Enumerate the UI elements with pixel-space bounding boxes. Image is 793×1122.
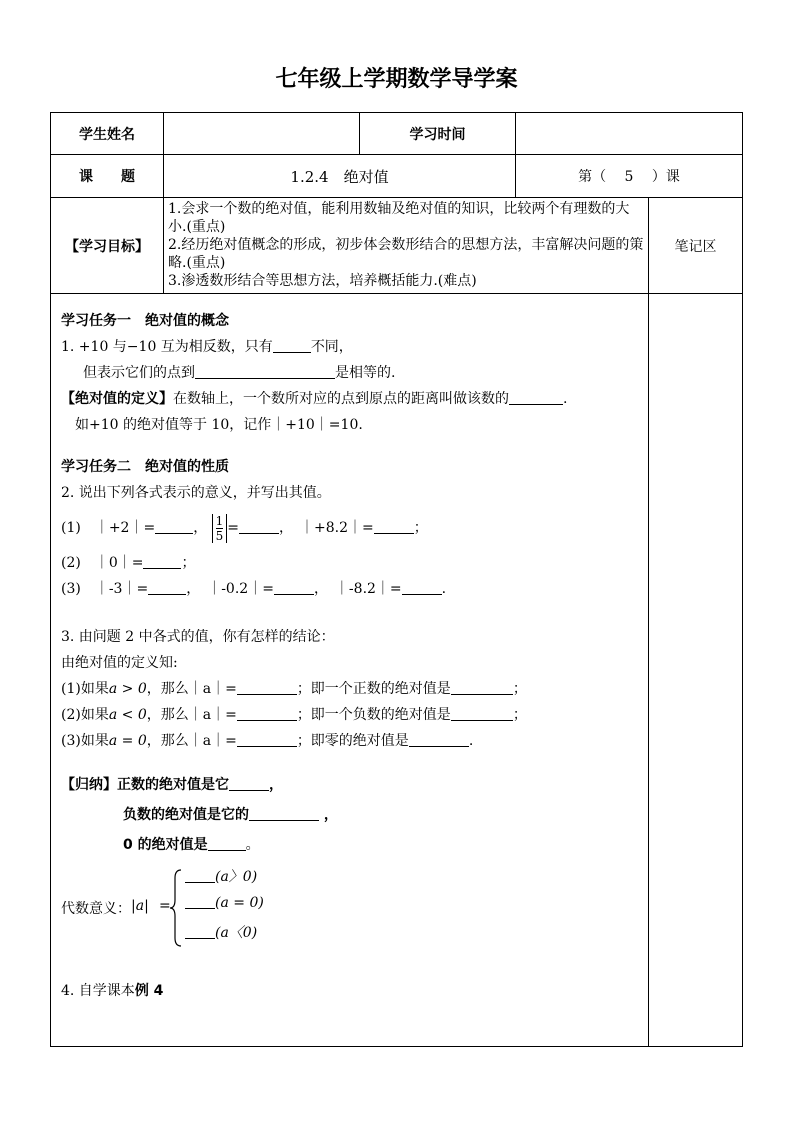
answer-blank[interactable] [237, 680, 297, 695]
study-time-field[interactable] [516, 113, 743, 155]
notes-column[interactable] [649, 294, 743, 1047]
case-2: (a = 0) [185, 894, 264, 911]
topic-value: 1.2.4 绝对值 [164, 155, 516, 198]
case-3: (a〈0) [185, 922, 257, 942]
q3-intro: 由绝对值的定义知: [61, 655, 178, 671]
summary-line-1: 【归纳】正数的绝对值是它 ， [61, 777, 283, 793]
answer-blank[interactable] [143, 554, 181, 569]
content-area [51, 294, 649, 1047]
answer-blank[interactable] [451, 706, 513, 721]
row-objectives [51, 198, 743, 294]
task1-heading: 学习任务一 绝对值的概念 [61, 313, 229, 329]
objectives-label: 【学习目标】 [51, 198, 164, 294]
task2-heading: 学习任务二 绝对值的性质 [61, 459, 229, 475]
q2-row-1: (1) ｜+2｜= ， $\frac{1}{5}$ = ， ｜+8.2｜= ； [61, 513, 428, 543]
answer-blank[interactable] [451, 680, 513, 695]
definition-line: 【绝对值的定义】在数轴上，一个数所对应的点到原点的距离叫做该数的 . [61, 391, 568, 407]
q3-line: 3. 由问题 2 中各式的值，你有怎样的结论： [61, 629, 335, 645]
row-student [51, 113, 743, 155]
q1-line: 1. +10 与−10 互为相反数，只有 不同， [61, 339, 353, 355]
summary-label: 【归纳】 [61, 777, 117, 793]
answer-blank[interactable] [185, 868, 215, 883]
answer-blank[interactable] [374, 519, 414, 534]
student-name-label: 学生姓名 [51, 113, 164, 155]
answer-blank[interactable] [509, 390, 563, 405]
left-brace-icon [169, 868, 183, 948]
answer-blank[interactable] [274, 580, 314, 595]
row-topic [51, 155, 743, 198]
objective-item: 2.经历绝对值概念的形成，初步体会数形结合的思想方法，丰富解决问题的策略.(重点) [168, 237, 644, 271]
study-time-label: 学习时间 [360, 113, 516, 155]
answer-blank[interactable] [237, 706, 297, 721]
definition-example: 如+10 的绝对值等于 10，记作｜+10｜=10. [75, 417, 363, 433]
algebraic-meaning: 代数意义： |a| = (a〉0) (a = 0) (a〈0) [61, 866, 638, 952]
answer-blank[interactable] [237, 732, 297, 747]
q2-row-3: (3) ｜-3｜= ， ｜-0.2｜= ， ｜-8.2｜= . [61, 581, 447, 597]
answer-blank[interactable] [208, 836, 246, 851]
answer-blank[interactable] [249, 806, 319, 821]
abs-a: |a| [131, 898, 149, 914]
q2-row-2: (2) ｜0｜= ； [61, 555, 196, 571]
answer-blank[interactable] [402, 580, 442, 595]
answer-blank[interactable] [185, 924, 215, 939]
fraction-abs: $\frac{1}{5}$ [212, 514, 228, 543]
conclusion-3: (3)如果a = 0，那么｜a｜= ；即零的绝对值是 . [61, 733, 474, 749]
objective-item: 3.渗透数形结合等思想方法，培养概括能力.(难点) [168, 273, 477, 289]
summary-line-2: 负数的绝对值是它的 ， [123, 807, 338, 823]
objective-item: 1.会求一个数的绝对值，能利用数轴及绝对值的知识，比较两个有理数的大小.(重点) [168, 201, 630, 235]
q4-line: 4. 自学课本例 4 [61, 983, 164, 999]
row-content [51, 294, 743, 1047]
answer-blank[interactable] [239, 519, 279, 534]
page-title: 七年级上学期数学导学案 [275, 67, 518, 92]
conclusion-2: (2)如果a < 0，那么｜a｜= ；即一个负数的绝对值是 ； [61, 707, 527, 723]
definition-label: 【绝对值的定义】 [61, 391, 173, 407]
q1-line-2: 但表示它们的点到 是相等的. [83, 365, 396, 381]
worksheet-table [50, 112, 743, 1047]
objectives-list [164, 198, 649, 294]
case-1: (a〉0) [185, 866, 257, 886]
q2-line: 2. 说出下列各式表示的意义，并写出其值。 [61, 485, 331, 501]
algebraic-label: 代数意义： [61, 901, 131, 917]
answer-blank[interactable] [229, 776, 269, 791]
lesson-number: 第（ 5 ）课 [516, 155, 743, 198]
notes-label: 笔记区 [649, 198, 743, 294]
answer-blank[interactable] [273, 338, 311, 353]
topic-label: 课 题 [51, 155, 164, 198]
conclusion-1: (1)如果a > 0，那么｜a｜= ；即一个正数的绝对值是 ； [61, 681, 527, 697]
answer-blank[interactable] [148, 580, 186, 595]
answer-blank[interactable] [409, 732, 469, 747]
answer-blank[interactable] [155, 519, 193, 534]
answer-blank[interactable] [185, 894, 215, 909]
student-name-field[interactable] [164, 113, 360, 155]
summary-line-3: 0 的绝对值是 。 [123, 837, 260, 853]
answer-blank[interactable] [195, 364, 335, 379]
